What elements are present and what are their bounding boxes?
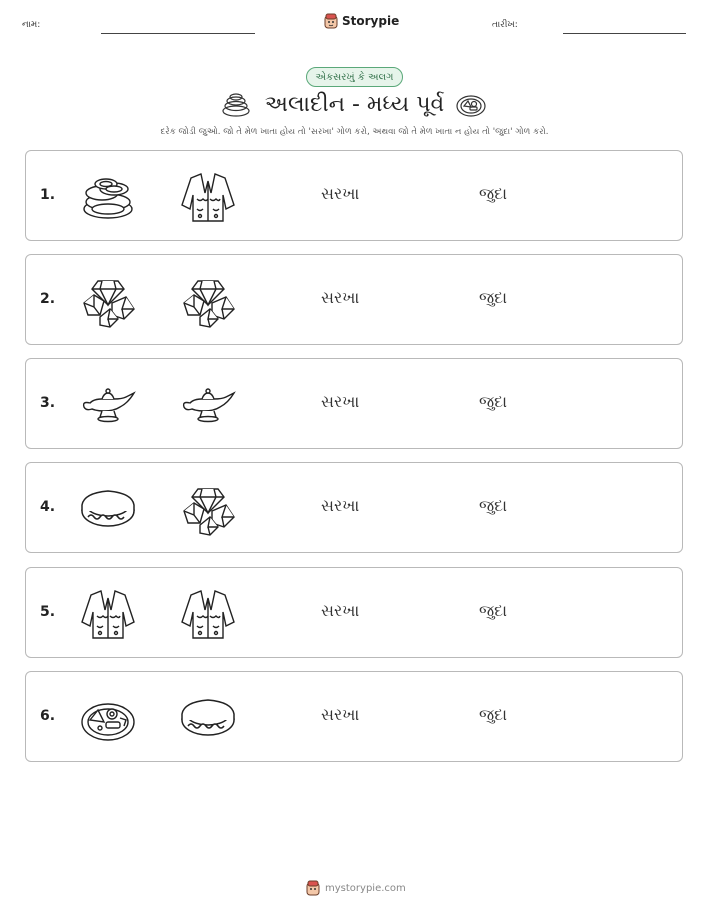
question-row: [25, 462, 683, 553]
gems-icon: [180, 273, 236, 329]
same-option[interactable]: સરખા: [321, 288, 360, 307]
different-option[interactable]: જુદા: [479, 288, 508, 307]
same-option[interactable]: સરખા: [321, 184, 360, 203]
same-option[interactable]: સરખા: [321, 601, 360, 620]
footer: [306, 880, 406, 896]
question-number: 4.: [40, 499, 56, 515]
lamp-icon: [80, 377, 136, 433]
date-line[interactable]: [563, 33, 686, 34]
same-option[interactable]: સરખા: [321, 705, 360, 724]
lamp-icon: [180, 377, 236, 433]
different-option[interactable]: જુદા: [479, 496, 508, 515]
question-row: [25, 150, 683, 241]
question-row: [25, 567, 683, 658]
robe-icon: [80, 586, 136, 642]
question-row: [25, 254, 683, 345]
brand-name: Storypie: [342, 14, 400, 28]
brand-logo: [324, 13, 399, 29]
question-row: [25, 671, 683, 762]
coins-icon: [80, 169, 136, 225]
question-row: [25, 358, 683, 449]
different-option[interactable]: જુદા: [479, 184, 508, 203]
same-option[interactable]: સરખા: [321, 392, 360, 411]
same-option[interactable]: સરખા: [321, 496, 360, 515]
question-number: 1.: [40, 187, 56, 203]
bangle-icon: [180, 690, 236, 746]
different-option[interactable]: જુદા: [479, 392, 508, 411]
question-number: 3.: [40, 395, 56, 411]
robe-icon: [180, 169, 236, 225]
question-number: 2.: [40, 291, 56, 307]
question-number: 5.: [40, 604, 56, 620]
footer-url: mystorypie.com: [325, 882, 406, 894]
page-title: અલાદીન - મધ્ય પૂર્વ: [264, 92, 445, 117]
title-food-plate-icon: [456, 92, 486, 122]
robe-icon: [180, 586, 236, 642]
gems-icon: [80, 273, 136, 329]
name-label: નામ:: [22, 20, 41, 30]
food-plate-icon: [80, 690, 136, 746]
gems-icon: [180, 481, 236, 537]
bangle-icon: [80, 481, 136, 537]
different-option[interactable]: જુદા: [479, 601, 508, 620]
worksheet-type-badge: એકસરખું કે અલગ: [306, 67, 403, 87]
question-number: 6.: [40, 708, 56, 724]
storypie-mascot-icon: [306, 880, 320, 896]
instructions: દરેક જોડી જુઓ. જો તે મેળ ખાતા હોય તો 'સરખા' ગોળ કરો, અથવા જો તે મેળ ખાતા ન હોય તો 'જુદા' ગોળ કરો.: [160, 127, 549, 137]
different-option[interactable]: જુદા: [479, 705, 508, 724]
name-line[interactable]: [101, 33, 255, 34]
storypie-mascot-icon: [324, 13, 338, 29]
date-label: તારીખ:: [492, 20, 518, 30]
